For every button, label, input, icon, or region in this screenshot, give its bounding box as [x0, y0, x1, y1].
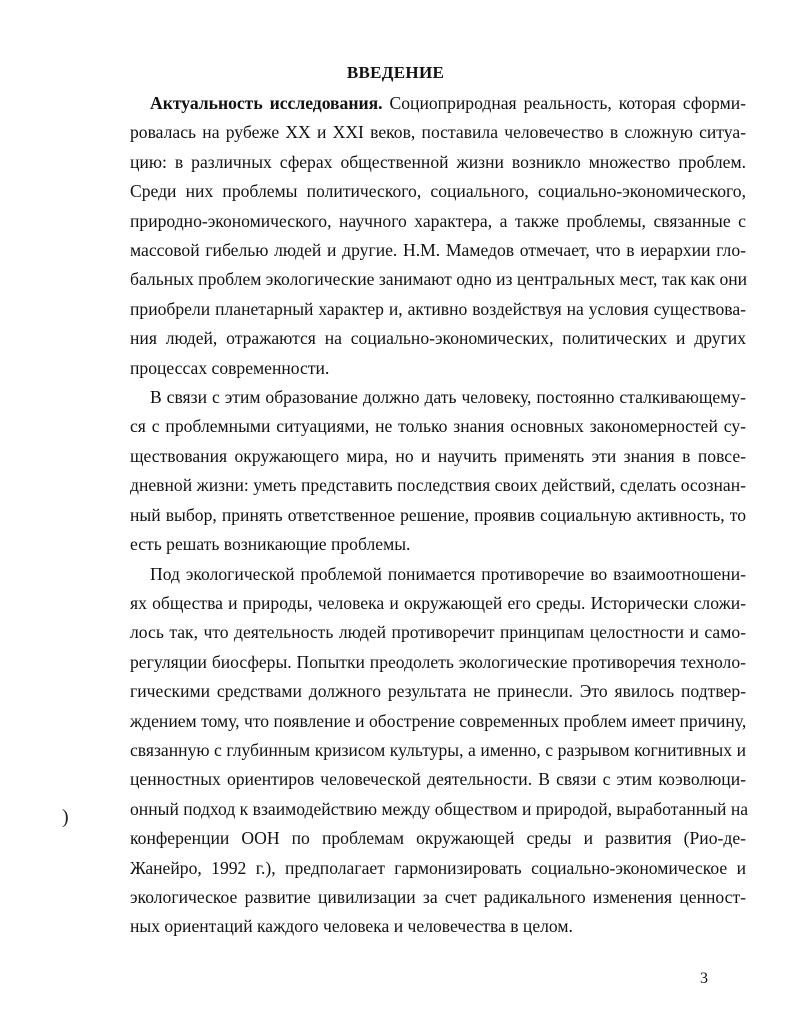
text-line: ный выбор, принять ответственное решение, проявив социальную активность, то	[130, 504, 746, 525]
margin-mark: )	[62, 806, 69, 828]
page-title: ВВЕДЕНИЕ	[346, 63, 445, 82]
page-number: 3	[700, 970, 708, 987]
text-line: цию: в различных сферах общественной жизни возникло множество проблем.	[130, 151, 746, 172]
body-text	[130, 89, 749, 942]
text-line: экологическое развитие цивилизации за счет радикального изменения ценност-	[130, 886, 746, 907]
text-line: ния людей, отражаются на социально-экономических, политических и других	[130, 328, 746, 349]
text-line: конференции ООН по проблемам окружающей среды и развития (Рио-де-	[130, 828, 746, 849]
text-line: регуляции биосферы. Попытки преодолеть экологические противоречия техноло-	[130, 651, 746, 672]
text-line: онный подход к взаимодействию между обществом и природой, выработанный на	[130, 798, 749, 819]
text-line: ях общества и природы, человека и окружающей его среды. Исторически сложи-	[130, 592, 746, 613]
text-line: ных ориентаций каждого человека и человечества в целом.	[130, 916, 573, 937]
text-line: приобрели планетарный характер и, активно воздействуя на условия существова-	[130, 298, 746, 319]
text-line: ществования окружающего мира, но и научить применять эти знания в повсе-	[130, 445, 746, 466]
paragraph	[130, 383, 746, 559]
text-line: ся с проблемными ситуациями, не только знания основных закономерностей су-	[130, 416, 746, 437]
text-line: гическими средствами должного результата не принесли. Это явилось подтвер-	[130, 681, 746, 702]
text-line: бальных проблем экологические занимают одно из центральных мест, так как они	[130, 269, 748, 290]
text-line: В связи с этим образование должно дать человеку, постоянно сталкивающему-	[150, 387, 746, 408]
text-line: ждением тому, что появление и обострение современных проблем имеет причину,	[130, 710, 747, 731]
text-line: лось так, что деятельность людей противоречит принципам целостности и само-	[130, 622, 746, 643]
paragraph	[130, 560, 749, 942]
text-line: связанную с глубинным кризисом культуры, а именно, с разрывом когнитивных и	[130, 739, 746, 760]
text-line: ровалась на рубеже XX и XXI веков, поставила человечество в сложную ситуа-	[130, 122, 746, 143]
text-line: Жанейро, 1992 г.), предполагает гармонизировать социально-экономическое и	[130, 857, 746, 878]
text-line: Актуальность исследования. Социоприродная реальность, которая сформи-	[150, 93, 746, 113]
text-line: процессах современности.	[130, 357, 330, 378]
text-line: дневной жизни: уметь представить последствия своих действий, сделать осознан-	[130, 475, 746, 496]
text-line: природно-экономического, научного характера, а также проблемы, связанные с	[130, 210, 746, 231]
text-line: Среди них проблемы политического, социального, социально-экономического,	[130, 181, 746, 202]
paragraph	[130, 89, 746, 383]
text-line: Под экологической проблемой понимается противоречие во взаимоотношени-	[150, 563, 746, 584]
lead-phrase: Актуальность исследования.	[150, 93, 383, 113]
text-line: ценностных ориентиров человеческой деятельности. В связи с этим коэволюци-	[130, 769, 746, 790]
text-line: массовой гибелью людей и другие. Н.М. Мамедов отмечает, что в иерархии гло-	[130, 240, 746, 261]
text-line: есть решать возникающие проблемы.	[130, 534, 411, 555]
